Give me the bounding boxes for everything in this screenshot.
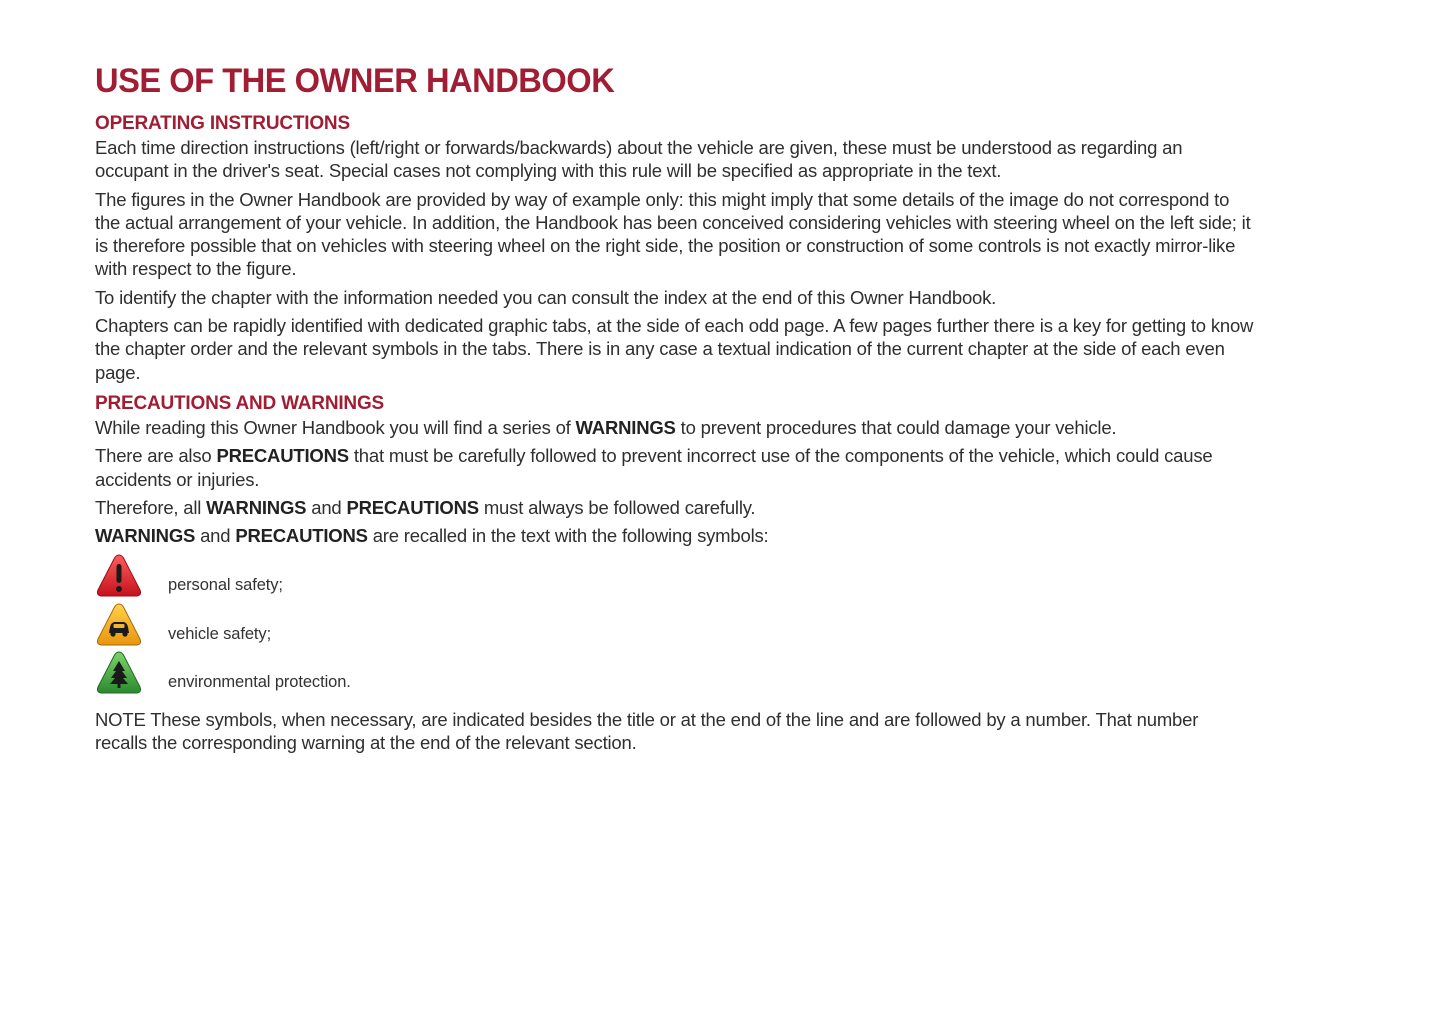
bold-term-precautions: PRECAUTIONS [216, 445, 349, 467]
text-run: that must be carefully followed to prevent incorrect use of the components of the vehicle, which could cause accidents or injuries. [95, 445, 1213, 490]
symbol-row-personal-safety [95, 552, 1255, 601]
paragraph [95, 444, 1255, 491]
symbol-legend [95, 552, 1255, 698]
exclamation-warning-icon [95, 552, 143, 600]
section-heading-precautions-and-warnings: PRECAUTIONS AND WARNINGS [95, 392, 385, 414]
note-paragraph: NOTE These symbols, when necessary, are indicated besides the title or at the end of the line and are followed by a number. That number recalls the corresponding warning at the end of the relevant section. [95, 708, 1199, 754]
symbol-row-vehicle-safety [95, 601, 1255, 650]
bold-term-precautions: PRECAUTIONS [346, 496, 479, 518]
text-run: to prevent procedures that could damage your vehicle. [675, 416, 1117, 438]
text-run: must always be followed carefully. [478, 496, 756, 518]
paragraph: To identify the chapter with the information needed you can consult the index at the end of this Owner Handbook. [95, 286, 997, 308]
text-run: While reading this Owner Handbook you will find a series of [95, 416, 576, 438]
text-run: and [306, 496, 347, 518]
symbol-label: personal safety; [168, 576, 283, 595]
bold-term-warnings: WARNINGS [206, 496, 307, 518]
paragraph: Each time direction instructions (left/right or forwards/backwards) about the vehicle are given, these must be understood as regarding an occupant in the driver's seat. Special cases not complying with this rule will be specified as appropriate in the text. [95, 137, 1183, 182]
car-warning-icon [95, 601, 143, 649]
tree-warning-icon [95, 649, 143, 697]
section-heading-operating-instructions: OPERATING INSTRUCTIONS [95, 113, 350, 134]
bold-term-warnings: WARNINGS [575, 416, 676, 438]
bold-term-warnings: WARNINGS [95, 525, 196, 547]
page-title: USE OF THE OWNER HANDBOOK [95, 62, 615, 100]
text-run: and [195, 525, 236, 547]
paragraph: The figures in the Owner Handbook are provided by way of example only: this might imply that some details of the image do not correspond to the actual arrangement of your vehicle. In addition, the Handbook has been conceived considering vehicles with steering wheel on the left side; it is therefore possible that on vehicles with steering wheel on the right side, the position or construction of some controls is not exactly mirror-like with respect to the figure. [95, 188, 1251, 280]
paragraph [95, 524, 1255, 547]
text-run: are recalled in the text with the following symbols: [367, 525, 769, 547]
text-run: Therefore, all [95, 496, 207, 518]
symbol-label: environmental protection. [168, 673, 351, 692]
paragraph [95, 496, 1255, 519]
page-content [95, 60, 1255, 760]
paragraph [95, 416, 1255, 439]
paragraph: Chapters can be rapidly identified with dedicated graphic tabs, at the side of each odd page. A few pages further there is a key for getting to know the chapter order and the relevant symbols in the tabs. There is in any case a textual indication of the current chapter at the side of each even page. [95, 315, 1254, 383]
text-run: There are also [95, 445, 217, 467]
symbol-label: vehicle safety; [168, 624, 272, 643]
symbol-row-environmental-protection [95, 649, 1255, 698]
bold-term-precautions: PRECAUTIONS [235, 525, 368, 547]
